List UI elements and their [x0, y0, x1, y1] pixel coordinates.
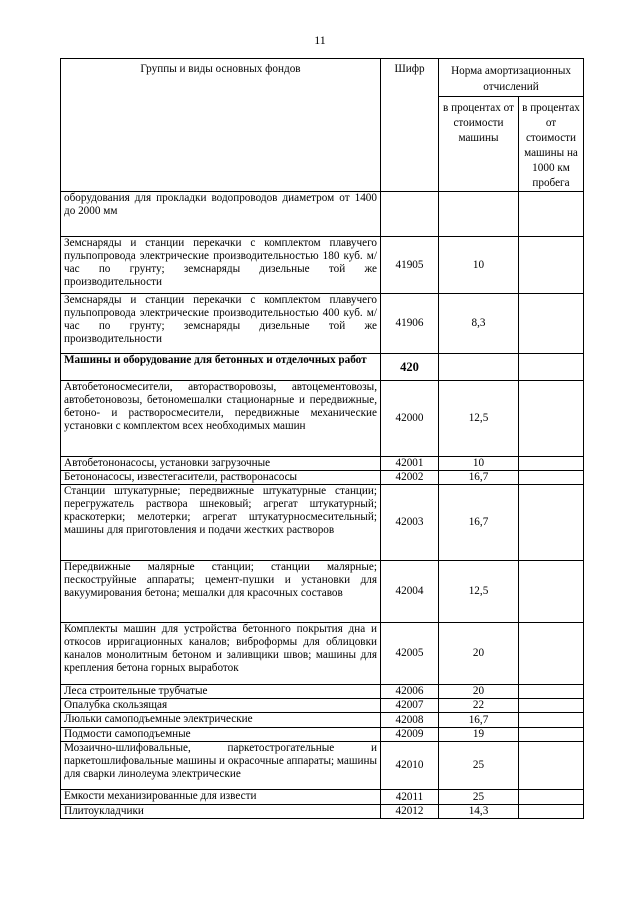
row-pct-cell: 19: [439, 728, 519, 742]
table-row: [61, 294, 584, 354]
row-code-cell: 42001: [381, 457, 439, 471]
row-pct-km-cell: [519, 728, 584, 742]
row-name-cell: Бетононасосы, известегасители, растворонасосы: [61, 471, 381, 485]
row-pct-cell: 12,5: [439, 381, 519, 457]
row-code-cell: 42012: [381, 805, 439, 819]
table-row: [61, 728, 584, 742]
row-code-cell: 42009: [381, 728, 439, 742]
row-pct-km-cell: [519, 790, 584, 805]
row-code-cell: 41905: [381, 237, 439, 294]
table-row: [61, 485, 584, 561]
row-pct-cell: [439, 354, 519, 381]
row-pct-km-cell: [519, 742, 584, 790]
row-name-cell: Люльки самоподъемные электрические: [61, 713, 381, 728]
row-name-cell: Плитоукладчики: [61, 805, 381, 819]
row-pct-cell: 8,3: [439, 294, 519, 354]
row-name-cell: Комплекты машин для устройства бетонного покрытия дна и откосов ирригационных каналов; виброформы для облицовки каналов монолитным бетоном и заливщики швов; машины для крепления бетона горных выработок: [61, 623, 381, 685]
row-code-cell: 42006: [381, 685, 439, 699]
row-pct-km-cell: [519, 192, 584, 237]
table-row: [61, 713, 584, 728]
row-pct-cell: 25: [439, 742, 519, 790]
row-code-cell: 42004: [381, 561, 439, 623]
table-row: [61, 699, 584, 713]
row-pct-cell: 25: [439, 790, 519, 805]
row-code-cell: 42003: [381, 485, 439, 561]
row-name-cell: Автобетононасосы, установки загрузочные: [61, 457, 381, 471]
table-body: [61, 192, 584, 819]
row-name-cell: Подмости самоподъемные: [61, 728, 381, 742]
row-pct-cell: 12,5: [439, 561, 519, 623]
table-row: [61, 192, 584, 237]
row-pct-cell: [439, 192, 519, 237]
row-pct-km-cell: [519, 623, 584, 685]
row-pct-km-cell: [519, 485, 584, 561]
row-name-cell: Автобетоносмесители, авторастворовозы, автоцементовозы, автобетоновозы, бетономешалки стационарные и передвижные, бетоно- и растворосмесители, передвижные механические установки с комплектом всех необходимых машин: [61, 381, 381, 457]
row-pct-cell: 22: [439, 699, 519, 713]
row-code-cell: 42010: [381, 742, 439, 790]
row-pct-km-cell: [519, 471, 584, 485]
row-code-cell: 41906: [381, 294, 439, 354]
row-code-cell: 42000: [381, 381, 439, 457]
row-pct-cell: 20: [439, 685, 519, 699]
row-name-cell: Земснаряды и станции перекачки с комплектом плавучего пульпопровода электрические производительностью 180 куб. м/час по грунту; земснаряды дизельные той же производительности: [61, 237, 381, 294]
row-name-cell: Опалубка скользящая: [61, 699, 381, 713]
row-code-cell: 420: [381, 354, 439, 381]
row-code-cell: 42005: [381, 623, 439, 685]
header-code: Шифр: [381, 59, 439, 192]
row-code-cell: 42002: [381, 471, 439, 485]
row-name-cell: Емкости механизированные для извести: [61, 790, 381, 805]
table-row: [61, 561, 584, 623]
row-code-cell: 42011: [381, 790, 439, 805]
row-name-cell: Передвижные малярные станции; станции малярные; пескоструйные аппараты; цемент-пушки и установки для вакуумирования бетона; мешалки для красочных составов: [61, 561, 381, 623]
row-pct-cell: 16,7: [439, 713, 519, 728]
table-row: [61, 805, 584, 819]
table-row: [61, 237, 584, 294]
table-row: [61, 742, 584, 790]
row-code-cell: 42008: [381, 713, 439, 728]
row-pct-km-cell: [519, 699, 584, 713]
header-pct-1000km: в процентах от стоимости машины на 1000 км пробега: [519, 97, 584, 192]
row-code-cell: 42007: [381, 699, 439, 713]
table-row: [61, 381, 584, 457]
row-name-cell: Станции штукатурные; передвижные штукатурные станции; перегружатель раствора шнековый; агрегат штукатурный; краскотерки; мелотерки; агрегат штукатурносмесительный; машины для приготовления и подачи жестких растворов: [61, 485, 381, 561]
table-row: [61, 623, 584, 685]
row-pct-cell: 10: [439, 237, 519, 294]
row-pct-km-cell: [519, 457, 584, 471]
row-pct-cell: 10: [439, 457, 519, 471]
row-name-cell: Земснаряды и станции перекачки с комплектом плавучего пульпопровода электрические производительностью 400 куб. м/час по грунту; земснаряды дизельные той же производительности: [61, 294, 381, 354]
row-pct-km-cell: [519, 237, 584, 294]
row-pct-km-cell: [519, 561, 584, 623]
row-pct-km-cell: [519, 294, 584, 354]
row-name-cell: Машины и оборудование для бетонных и отделочных работ: [61, 354, 381, 381]
amortization-table: [60, 58, 584, 819]
row-pct-km-cell: [519, 805, 584, 819]
row-name-cell: Леса строительные трубчатые: [61, 685, 381, 699]
page-number: 11: [314, 33, 326, 47]
row-pct-cell: 16,7: [439, 485, 519, 561]
table-row: [61, 790, 584, 805]
row-pct-cell: 16,7: [439, 471, 519, 485]
table-row: [61, 457, 584, 471]
row-name-cell: Мозаично-шлифовальные, паркетострогательные и паркетошлифовальные машины и окрасочные аппараты; машины для сварки линолеума электрические: [61, 742, 381, 790]
row-code-cell: [381, 192, 439, 237]
header-norm: Норма амортизационных отчислений: [439, 59, 584, 97]
row-pct-km-cell: [519, 381, 584, 457]
row-pct-km-cell: [519, 685, 584, 699]
row-pct-cell: 14,3: [439, 805, 519, 819]
row-pct-km-cell: [519, 713, 584, 728]
table-row: [61, 354, 584, 381]
row-pct-cell: 20: [439, 623, 519, 685]
table-row: [61, 685, 584, 699]
header-group-name: Группы и виды основных фондов: [61, 59, 381, 192]
header-pct-machine: в процентах от стоимости машины: [439, 97, 519, 192]
row-pct-km-cell: [519, 354, 584, 381]
row-name-cell: оборудования для прокладки водопроводов диаметром от 1400 до 2000 мм: [61, 192, 381, 237]
table-row: [61, 471, 584, 485]
